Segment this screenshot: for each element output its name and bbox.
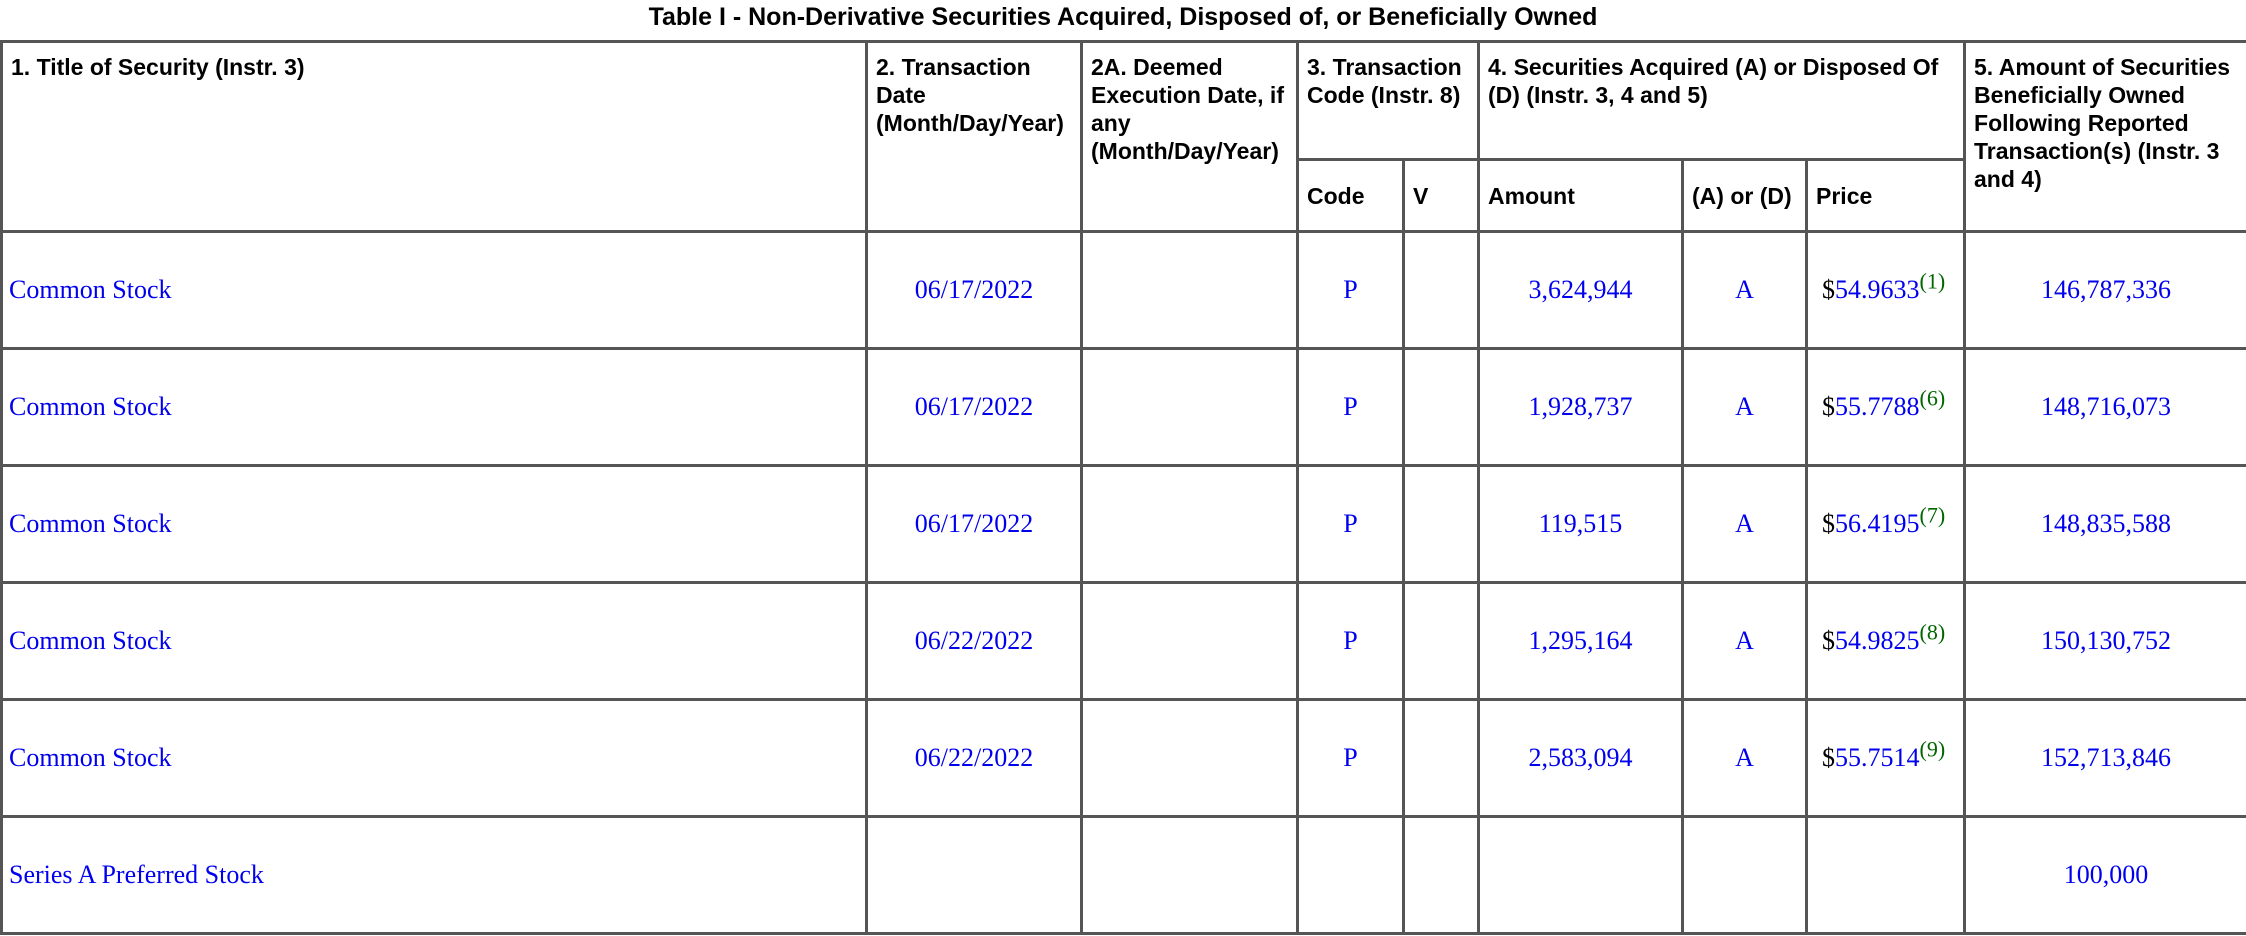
price-value: 54.9825 [1835, 626, 1920, 655]
a-or-d-cell: A [1683, 349, 1807, 466]
code-cell [1298, 817, 1404, 934]
amount-owned-cell: 146,787,336 [1965, 232, 2246, 349]
table-body [2, 232, 2246, 934]
a-or-d-cell [1683, 817, 1807, 934]
table-row [2, 583, 2246, 700]
header-transaction-date: 2. Transaction Date (Month/Day/Year) [867, 42, 1082, 232]
title-cell: Common Stock [2, 583, 867, 700]
amount-cell [1479, 817, 1683, 934]
amount-owned-cell: 100,000 [1965, 817, 2246, 934]
table-row [2, 232, 2246, 349]
v-cell [1404, 466, 1479, 583]
amount-owned-cell: 148,716,073 [1965, 349, 2246, 466]
table-row [2, 817, 2246, 934]
v-cell [1404, 700, 1479, 817]
amount-cell: 3,624,944 [1479, 232, 1683, 349]
price-footnote-link[interactable]: (9) [1919, 736, 1946, 762]
price-footnote-link[interactable]: (8) [1919, 619, 1946, 645]
code-cell: P [1298, 349, 1404, 466]
header-amount: Amount [1479, 160, 1683, 232]
a-or-d-cell: A [1683, 466, 1807, 583]
transaction-date-cell: 06/17/2022 [867, 232, 1082, 349]
price-value: 56.4195 [1835, 509, 1920, 538]
code-cell: P [1298, 583, 1404, 700]
amount-cell: 1,928,737 [1479, 349, 1683, 466]
transaction-date-cell: 06/22/2022 [867, 583, 1082, 700]
header-code: Code [1298, 160, 1404, 232]
header-a-or-d: (A) or (D) [1683, 160, 1807, 232]
table-row [2, 466, 2246, 583]
v-cell [1404, 232, 1479, 349]
transaction-date-cell: 06/17/2022 [867, 466, 1082, 583]
price-currency-symbol: $ [1822, 626, 1836, 655]
title-cell: Common Stock [2, 349, 867, 466]
price-cell [1807, 700, 1965, 817]
v-cell [1404, 817, 1479, 934]
transaction-date-cell: 06/22/2022 [867, 700, 1082, 817]
price-currency-symbol: $ [1822, 392, 1836, 421]
deemed-date-cell [1082, 232, 1298, 349]
price-currency-symbol: $ [1822, 509, 1836, 538]
amount-cell: 119,515 [1479, 466, 1683, 583]
price-value: 55.7514 [1835, 743, 1920, 772]
amount-cell: 1,295,164 [1479, 583, 1683, 700]
amount-cell: 2,583,094 [1479, 700, 1683, 817]
price-cell [1807, 349, 1965, 466]
price-value: 55.7788 [1835, 392, 1920, 421]
deemed-date-cell [1082, 700, 1298, 817]
header-row-main [2, 42, 2246, 160]
price-footnote-link[interactable]: (6) [1919, 385, 1946, 411]
deemed-date-cell [1082, 466, 1298, 583]
a-or-d-cell: A [1683, 700, 1807, 817]
header-transaction-code: 3. Transaction Code (Instr. 8) [1298, 42, 1479, 160]
title-cell: Series A Preferred Stock [2, 817, 867, 934]
title-cell: Common Stock [2, 700, 867, 817]
price-cell [1807, 232, 1965, 349]
a-or-d-cell: A [1683, 232, 1807, 349]
amount-owned-cell: 148,835,588 [1965, 466, 2246, 583]
title-cell: Common Stock [2, 232, 867, 349]
price-cell [1807, 583, 1965, 700]
a-or-d-cell: A [1683, 583, 1807, 700]
header-securities-acquired-disposed: 4. Securities Acquired (A) or Disposed Of (D) (Instr. 3, 4 and 5) [1479, 42, 1965, 160]
price-footnote-link[interactable]: (1) [1919, 268, 1946, 294]
header-price: Price [1807, 160, 1965, 232]
table-row [2, 700, 2246, 817]
deemed-date-cell [1082, 583, 1298, 700]
amount-owned-cell: 150,130,752 [1965, 583, 2246, 700]
price-footnote-link[interactable]: (7) [1919, 502, 1946, 528]
header-v: V [1404, 160, 1479, 232]
header-deemed-execution-date: 2A. Deemed Execution Date, if any (Month/Day/Year) [1082, 42, 1298, 232]
price-currency-symbol: $ [1822, 743, 1836, 772]
code-cell: P [1298, 232, 1404, 349]
header-amount-beneficially-owned: 5. Amount of Securities Beneficially Owned Following Reported Transaction(s) (Instr. 3 and 4) [1965, 42, 2246, 232]
code-cell: P [1298, 700, 1404, 817]
price-value: 54.9633 [1835, 275, 1920, 304]
price-currency-symbol: $ [1822, 275, 1836, 304]
table-caption: Table I - Non-Derivative Securities Acquired, Disposed of, or Beneficially Owned [648, 3, 1598, 31]
v-cell [1404, 583, 1479, 700]
price-cell [1807, 817, 1965, 934]
transaction-date-cell [867, 817, 1082, 934]
v-cell [1404, 349, 1479, 466]
code-cell: P [1298, 466, 1404, 583]
deemed-date-cell [1082, 817, 1298, 934]
amount-owned-cell: 152,713,846 [1965, 700, 2246, 817]
price-cell [1807, 466, 1965, 583]
deemed-date-cell [1082, 349, 1298, 466]
non-derivative-securities-table [0, 40, 2246, 935]
transaction-date-cell: 06/17/2022 [867, 349, 1082, 466]
title-cell: Common Stock [2, 466, 867, 583]
header-title-of-security: 1. Title of Security (Instr. 3) [2, 42, 867, 232]
table-row [2, 349, 2246, 466]
